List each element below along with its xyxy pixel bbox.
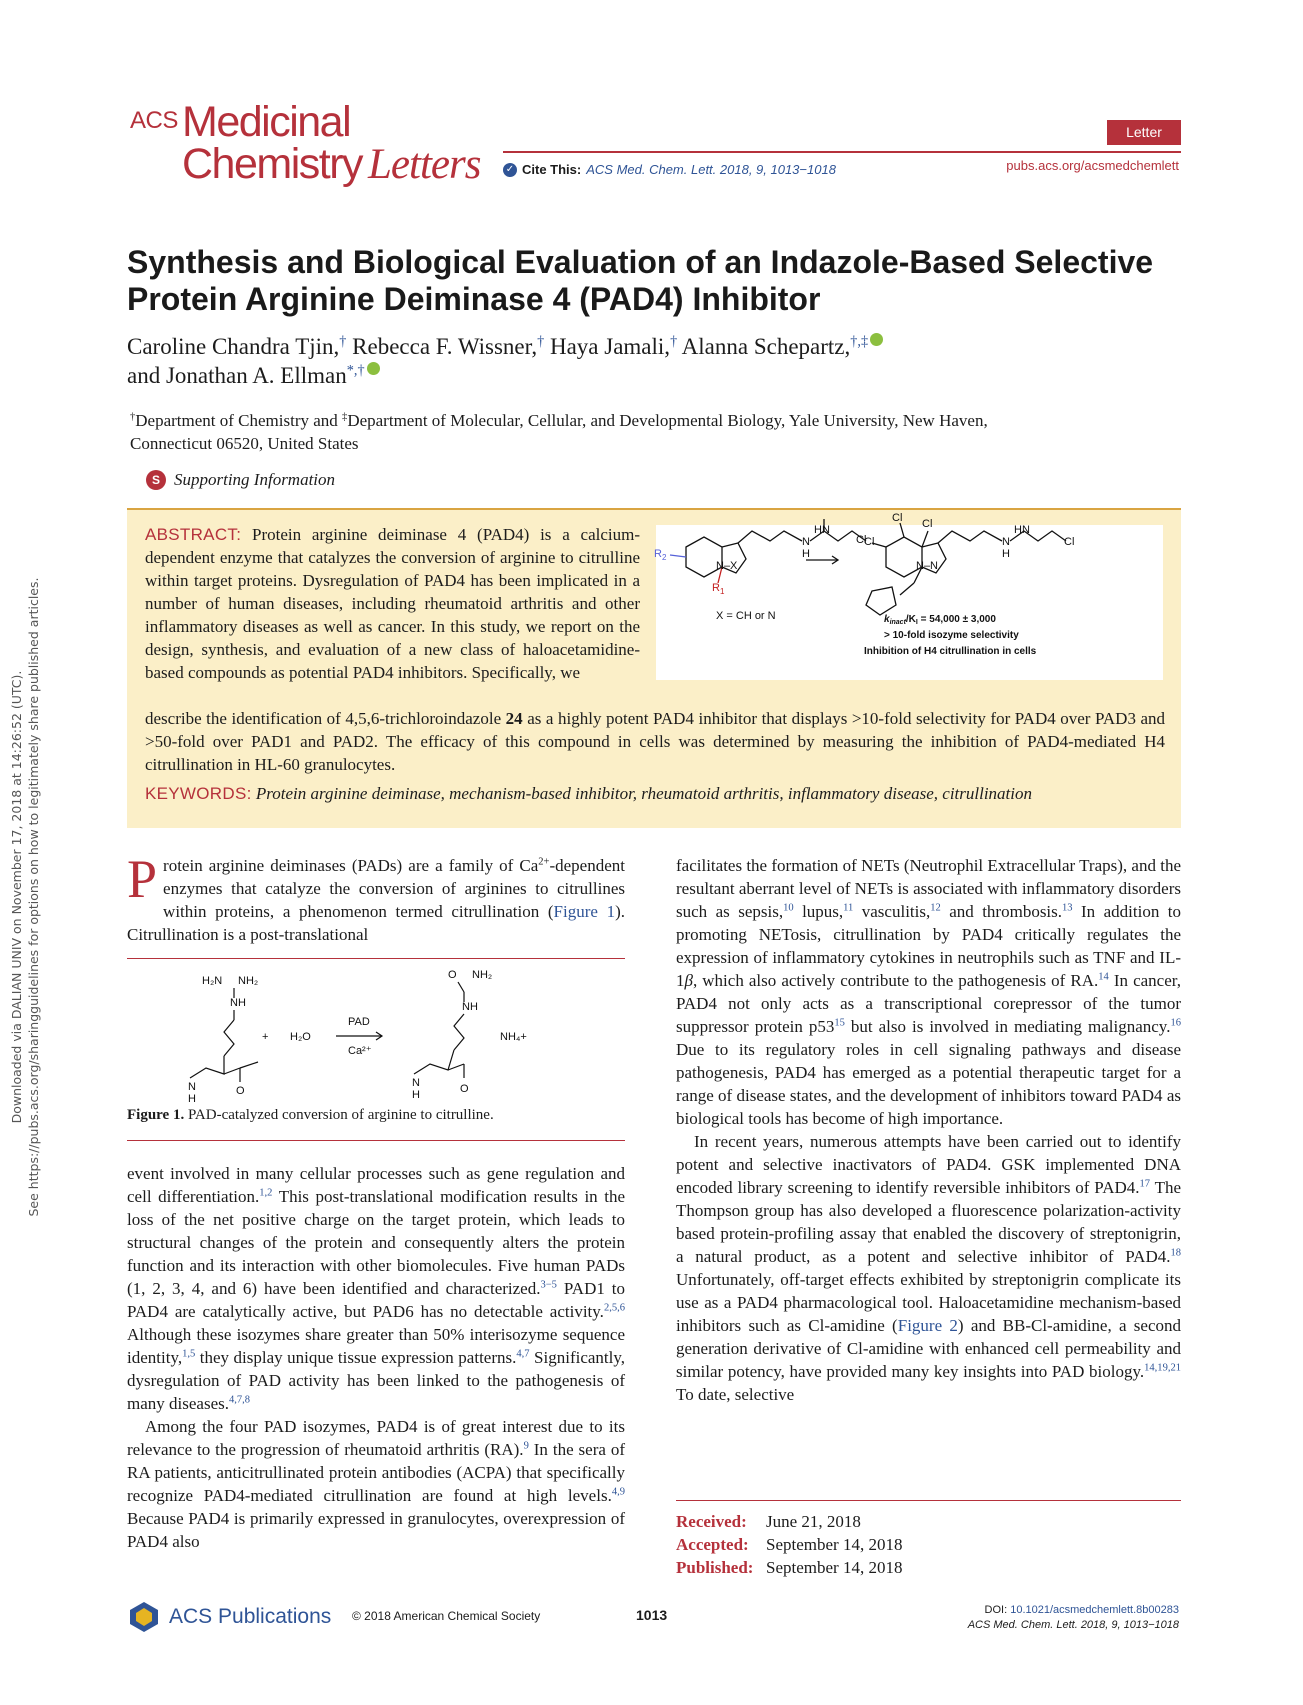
page-number: 1013 [636, 1607, 668, 1623]
toc-r2: $R_2$ [654, 548, 667, 562]
affiliation-mark: †,‡ [850, 333, 869, 350]
fig1-h1: H [188, 1093, 196, 1105]
keywords-label: KEYWORDS: [145, 784, 252, 803]
abstract-label: ABSTRACT: [145, 525, 242, 544]
orcid-icon[interactable] [367, 362, 380, 375]
figure-1-caption [127, 1105, 625, 1125]
drop-cap: P [127, 849, 158, 909]
reaction-arrow [806, 556, 838, 564]
citation-link[interactable]: 13 [1062, 902, 1073, 914]
fig1-o1: O [236, 1085, 245, 1097]
figure-1-scheme [150, 969, 610, 1105]
fig1-o-top: O [448, 969, 457, 981]
fig1-o2: O [460, 1083, 469, 1095]
citation-link[interactable]: 9 [523, 1440, 529, 1452]
keywords-values: Protein arginine deiminase, mechanism-based inhibitor, rheumatoid arthritis, inflammatory disease, citrullination [255, 784, 1032, 803]
citation-link[interactable]: 16 [1170, 1017, 1181, 1029]
publisher-name: ACS Publications [169, 1605, 332, 1628]
figure-1-link[interactable]: Figure 1 [553, 902, 616, 921]
affiliation-mark: † [670, 333, 678, 350]
body-text: rotein arginine deiminases (PADs) are a family of Ca [163, 856, 539, 875]
affiliation-address: Connecticut 06520, United States [130, 434, 359, 453]
paragraph: facilitates the formation of NETs (Neutrophil Extracellular Traps), and the resultant aberrant level of NETs is associated with inflammatory disorders such as sepsis,$^{10}$ lupus,$^{11}$ vasculitis,$^{12}$ and thrombosis.$^{13}$ In addition to promoting NETosis, citrullination by PAD4 critically regulates the expression of inflammatory cytokines in neutrophils such as TNF and IL-1β, which also actively contribute to the pathogenesis of RA.$^{14}$ In cancer, PAD4 not only acts as a transcriptional corepressor of the tumor suppressor protein $p53^{15}$ but also is involved in mediating malignancy.$^{16}$ Due to its regulatory roles in cell signaling pathways and disease pathogenesis, PAD4 has emerged as a potential therapeutic target for a range of disease states, and the development of inhibitors toward PAD4 as biological tools has become of high importance. [676, 856, 1182, 1128]
toc-cl-2: Cl [1064, 536, 1075, 548]
doi-link[interactable]: 10.1021/acsmedchemlett.8b00283 [1010, 1604, 1179, 1616]
journal-logo-acs: ACS [130, 107, 178, 134]
citation-link[interactable]: 4,9 [611, 1486, 625, 1498]
download-notice-line-1: Downloaded via DALIAN UNIV on November 17, 2018 at 14:26:52 (UTC). [9, 670, 24, 1124]
acs-publications-logo[interactable] [127, 1600, 331, 1634]
article-title: Synthesis and Biological Evaluation of an Indazole-Based Selective Protein Arginine Deiminase 4 (PAD4) Inhibitor [127, 244, 1154, 317]
abstract-body-1: Protein arginine deiminase 4 (PAD4) is a calcium-dependent enzyme that catalyzes the conversion of arginine to citrulline within target proteins. Dysregulation of PAD4 has been implicated in a number of human diseases, including rheumatoid arthritis and other inflammatory diseases as well as cancer. In this study, we report on the design, synthesis, and evaluation of a new class of haloacetamidine-based compounds as potential PAD4 inhibitors. Specifically, we [145, 525, 640, 682]
keywords [145, 782, 1165, 805]
affiliation-1: Department of Chemistry and [135, 411, 338, 430]
abstract-text-continued [145, 707, 1165, 776]
received-label: Received: [676, 1512, 747, 1531]
body-left-continued [127, 1162, 625, 1553]
toc-n-1: N [802, 536, 810, 548]
journal-logo-chemistry: Chemistry [182, 140, 363, 188]
body-left-intro [127, 849, 626, 946]
fig1-h2n: H₂N [202, 975, 223, 987]
citation-link[interactable]: 15 [834, 1017, 845, 1029]
author-list [127, 332, 1187, 390]
toc-nn: N–N [916, 560, 939, 572]
copyright: © 2018 American Chemical Society [352, 1609, 541, 1623]
fig1-h2o: H₂O [290, 1031, 311, 1043]
toc-nx: N–X [716, 560, 738, 572]
toc-graphic [654, 512, 1163, 680]
accepted-date: September 14, 2018 [766, 1535, 903, 1554]
accepted-label: Accepted: [676, 1535, 749, 1554]
fig1-nh-b: NH [462, 1001, 478, 1013]
published-label: Published: [676, 1558, 754, 1577]
citation-link[interactable]: 4,7,8 [228, 1394, 251, 1406]
citation-link[interactable]: 12 [930, 902, 941, 914]
citation-link[interactable]: 4,7 [516, 1348, 530, 1360]
affiliation-mark: ‡ [342, 411, 348, 423]
fig1-ca: Ca²⁺ [348, 1045, 372, 1057]
superscript: 2+ [538, 856, 550, 868]
toc-inhibition: Inhibition of H4 citrullination in cells [864, 646, 1037, 657]
caption-text: PAD-catalyzed conversion of arginine to citrulline. [187, 1107, 494, 1123]
received-date: June 21, 2018 [766, 1512, 861, 1531]
article-type-badge: Letter [1107, 120, 1181, 145]
author-name[interactable]: Alanna Schepartz, [681, 334, 851, 359]
toc-h-2: H [1002, 548, 1010, 560]
caption-label: Figure 1. [127, 1107, 185, 1123]
compound-number: 24 [505, 709, 523, 728]
cite-reference[interactable]: ACS Med. Chem. Lett. 2018, 9, 1013−1018 [586, 162, 836, 177]
doi-label: DOI: [984, 1604, 1008, 1616]
toc-hn-2: HN [1014, 524, 1030, 536]
journal-url-link[interactable]: pubs.acs.org/acsmedchemlett [1006, 158, 1179, 173]
abstract-text [145, 523, 640, 684]
plus-sign: + [262, 1031, 269, 1043]
citation-link[interactable]: 17 [1139, 1178, 1151, 1190]
affiliation-mark: † [130, 411, 136, 423]
citation-link[interactable]: 1,2 [259, 1187, 273, 1199]
fig1-h2: H [412, 1089, 420, 1101]
author-name[interactable]: Caroline Chandra Tjin, [127, 334, 340, 359]
toc-cl-a: Cl [892, 512, 903, 524]
dates-rule [676, 1500, 1181, 1501]
fig1-n1: N [188, 1081, 196, 1093]
toc-x-note: X = CH or N [716, 610, 776, 622]
toc-n-2: N [1002, 536, 1010, 548]
citrulline-bonds [414, 982, 464, 1078]
journal-reference: ACS Med. Chem. Lett. 2018, 9, 1013−1018 [967, 1619, 1179, 1631]
fig1-nh4: NH₄+ [500, 1031, 527, 1043]
author-name[interactable]: Rebecca F. Wissner, [352, 334, 538, 359]
fig1-arrow [336, 1032, 382, 1040]
toc-kinact: $k_{inact}/K_I = 54,000 \pm 3,000$ [884, 614, 996, 626]
author-name[interactable]: and Jonathan A. Ellman [127, 363, 347, 388]
figure-rule-top [127, 958, 625, 959]
cite-this[interactable] [503, 162, 836, 177]
author-name[interactable]: Haya Jamali, [549, 334, 671, 359]
corresponding-mark: *,† [346, 362, 365, 379]
fig1-nh2: NH₂ [238, 975, 259, 987]
citation-link[interactable]: 2,5,6 [603, 1302, 625, 1314]
journal-logo-letters: Letters [368, 141, 481, 188]
toc-r1: $R_1$ [712, 582, 725, 596]
affiliation-2: Department of Molecular, Cellular, and Developmental Biology, Yale University, New Haven, [347, 411, 988, 430]
arginine-bonds [190, 988, 258, 1082]
fig1-n2: N [412, 1077, 420, 1089]
supporting-information-link[interactable] [146, 470, 335, 490]
figure-2-link[interactable]: Figure 2 [897, 1316, 958, 1335]
paragraph: event involved in many cellular processes such as gene regulation and cell differentiation.$^{1,2}$ This post-translational modification results in the loss of the net positive charge on the target protein, which leads to structural changes of the protein and consequently alters the protein function and its interaction with other biomolecules. Five human PADs (1, 2, 3, 4, and 6) have been identified and characterized.$^{3-5}$ PAD1 to PAD4 are catalytically active, but PAD6 has no detectable activity.$^{2,5,6}$ Although these isozymes share greater than 50% interisozyme sequence identity,$^{1,5}$ they display unique tissue expression patterns.$^{4,7}$ Significantly, dysregulation of PAD activity has been linked to the pathogenesis of many diseases.$^{4,7,8}$ [127, 1164, 626, 1413]
left-molecule-bonds [670, 519, 866, 583]
citation-link[interactable]: 11 [843, 902, 854, 914]
sharing-guidelines-link[interactable]: See https://pubs.acs.org/sharingguidelines for options on how to legitimately share published articles. [26, 577, 41, 1217]
toc-cl-c: Cl [856, 534, 867, 546]
citation-link[interactable]: 14 [1098, 971, 1109, 983]
check-icon: ✓ [503, 163, 517, 177]
body-right-column [676, 854, 1181, 1406]
affiliation-mark: † [339, 333, 347, 350]
toc-h-1: H [802, 548, 810, 560]
figure-rule-bottom [127, 1140, 625, 1141]
supporting-info-icon: S [146, 470, 166, 490]
citation-link[interactable]: 10 [783, 902, 794, 914]
cite-label: Cite This: [522, 162, 582, 177]
header-rule [503, 151, 1181, 153]
doi-block [968, 1603, 1179, 1633]
published-date: September 14, 2018 [766, 1558, 903, 1577]
fig1-nh2-b: NH₂ [472, 969, 493, 981]
toc-cl-b: Cl [922, 518, 933, 530]
citation-link[interactable]: 1,5 [182, 1348, 196, 1360]
fig1-nh: NH [230, 997, 246, 1009]
supporting-info-label: Supporting Information [174, 470, 336, 489]
abstract-body-2: describe the identification of 4,5,6-trichloroindazole [145, 709, 502, 728]
citation-link[interactable]: 14,19,21 [1144, 1362, 1181, 1374]
abstract-body-3: as a highly potent PAD4 inhibitor that displays >10-fold selectivity for PAD4 over PAD3 and >50-fold over PAD1 and PAD2. The efficacy of this compound in cells was determined by measuring the inhibition of PAD4-mediated H4 citrullination in HL-60 granulocytes. [145, 709, 1166, 774]
publication-dates [676, 1510, 902, 1579]
body-text: -dependent enzymes that catalyze the conversion of arginines to citrullines within proteins, a phenomenon termed citrullination ( [163, 856, 625, 921]
toc-selectivity: > 10-fold isozyme selectivity [884, 630, 1019, 641]
orcid-icon[interactable] [870, 333, 883, 346]
toc-hn-1: HN [814, 524, 830, 536]
acs-hexagon-icon [127, 1600, 161, 1634]
paragraph: Among the four PAD isozymes, PAD4 is of great interest due to its relevance to the progression of rheumatoid arthritis (RA).$^9$ In the sera of RA patients, anticitrullinated protein antibodies (ACPA) that specifically recognize PAD4-mediated citrullination are found at high levels.$^{4,9}$ Because PAD4 is primarily expressed in granulocytes, overexpression of PAD4 also [127, 1417, 625, 1551]
citation-link[interactable]: 3−5 [540, 1279, 557, 1291]
affiliations [130, 409, 1190, 455]
fig1-pad: PAD [348, 1016, 370, 1028]
citation-link[interactable]: 18 [1170, 1247, 1181, 1259]
download-notice [8, 517, 42, 1277]
journal-logo-medicinal: Medicinal [182, 98, 351, 146]
paragraph: In recent years, numerous attempts have been carried out to identify potent and selective inactivators of PAD4. GSK implemented DNA encoded library screening to identify reversible inhibitors of PAD4.17 The Thompson group has also developed a fluorescence polarization-activity based protein-profiling assay that enabled the discovery of streptonigrin, a natural product, as a potent and selective inhibitor of PAD4.18 Unfortunately, off-target effects exhibited by streptonigrin complicate its use as a PAD4 pharmacological tool. Haloacetamidine mechanism-based inhibitors such as Cl-amidine (Figure 2) and BB-Cl-amidine, a second generation derivative of Cl-amidine with enhanced cell permeability and similar potency, have provided many key insights into PAD biology.$^{14,19,21}$ To date, selective [676, 1132, 1182, 1404]
body-text: ). Citrullination is a post-translational [127, 902, 626, 944]
affiliation-mark: † [537, 333, 545, 350]
toc-cl-1: Cl [864, 536, 875, 548]
right-molecule-bonds [866, 523, 1066, 615]
